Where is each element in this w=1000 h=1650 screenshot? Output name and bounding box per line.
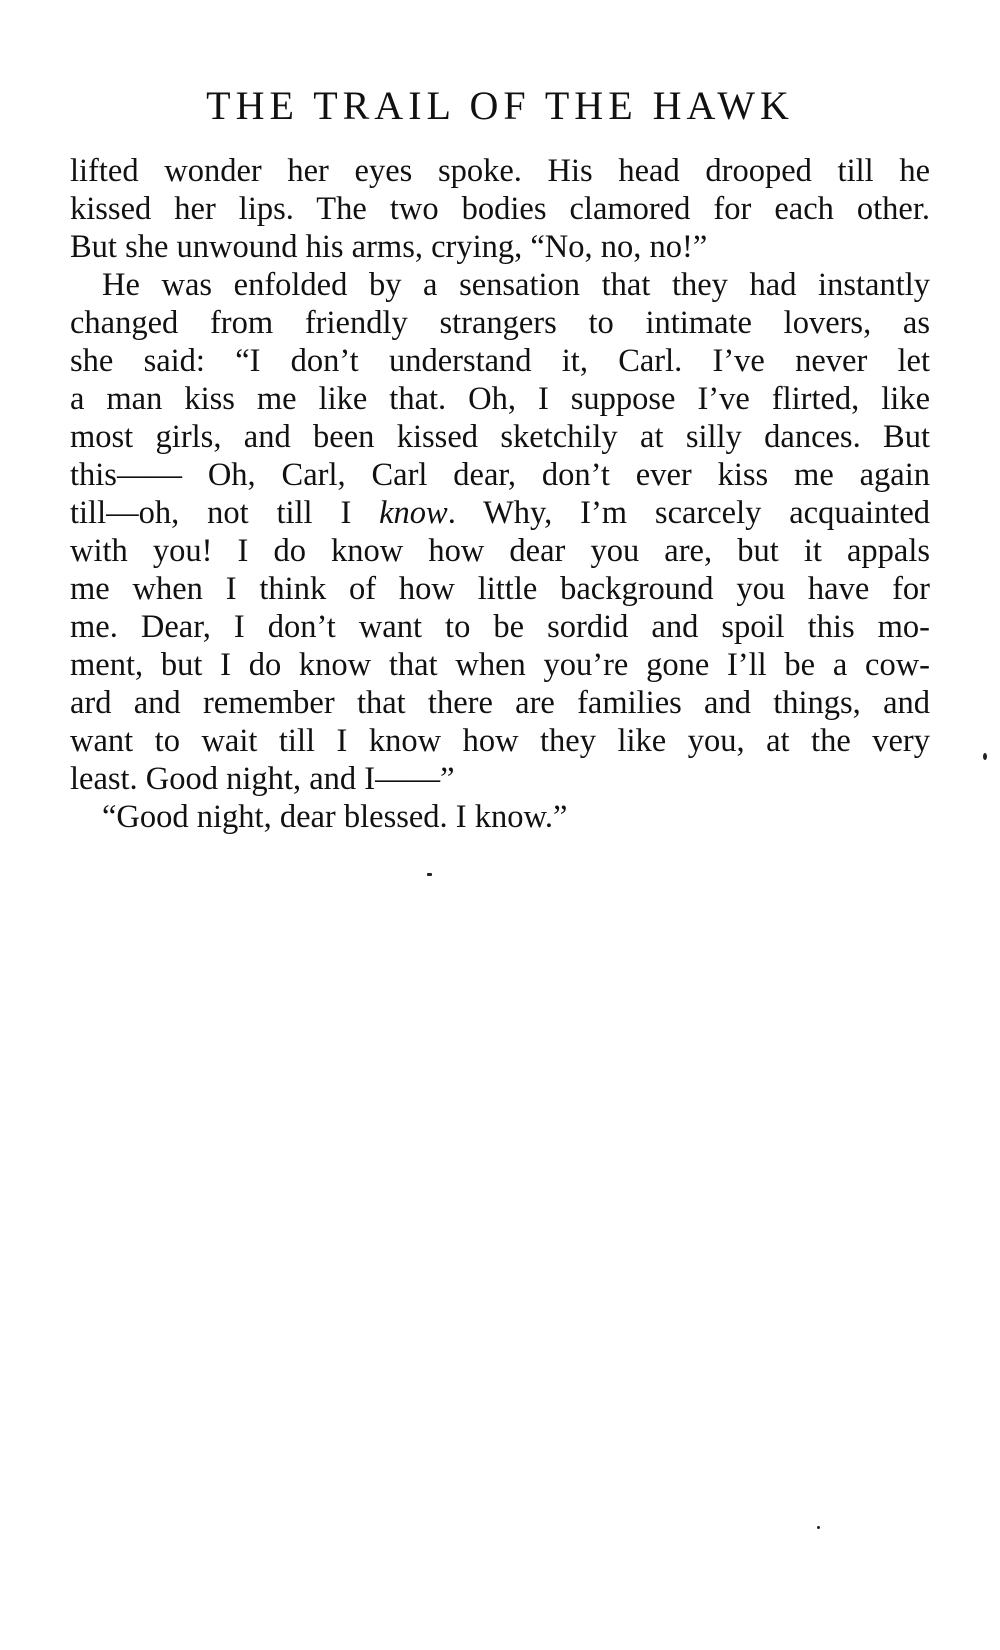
text-line [70,494,930,532]
text-line: this—— Oh, Carl, Carl dear, don’t ever kiss me again [70,457,930,493]
text-line: ard and remember that there are families and things, and [70,685,930,721]
text-line: He was enfolded by a sensation that they had instantly [102,267,930,303]
text-line: a man kiss me like that. Oh, I suppose I’ve flirted, like [70,381,930,417]
text-line: “Good night, dear blessed. I know.” [102,799,568,835]
print-speck [817,1526,820,1529]
text-line: she said: “I don’t understand it, Carl. I’ve never let [70,343,930,379]
text-line: But she unwound his arms, crying, “No, no, no!” [70,229,708,265]
body-text [70,152,930,836]
text-line: lifted wonder her eyes spoke. His head drooped till he [70,153,930,189]
text-line: ment, but I do know that when you’re gone I’ll be a cow- [70,647,930,683]
text-line: me. Dear, I don’t want to be sordid and spoil this mo- [70,609,930,645]
text-line: with you! I do know how dear you are, but it appals [70,533,930,569]
text-segment: till—oh, not till I [70,495,380,531]
running-head: THE TRAIL OF THE HAWK [206,83,794,128]
print-speck [427,873,432,876]
text-line: changed from friendly strangers to intimate lovers, as [70,305,930,341]
text-segment: . Why, I’m scarcely acquainted [447,495,930,531]
text-line: kissed her lips. The two bodies clamored for each other. [70,191,930,227]
text-line: me when I think of how little background you have for [70,571,930,607]
text-line: most girls, and been kissed sketchily at silly dances. But [70,419,930,455]
text-line: least. Good night, and I——” [70,761,455,797]
emphasis-know: know [379,495,448,531]
text-line: want to wait till I know how they like you, at the very [70,723,930,759]
print-speck [983,753,987,760]
